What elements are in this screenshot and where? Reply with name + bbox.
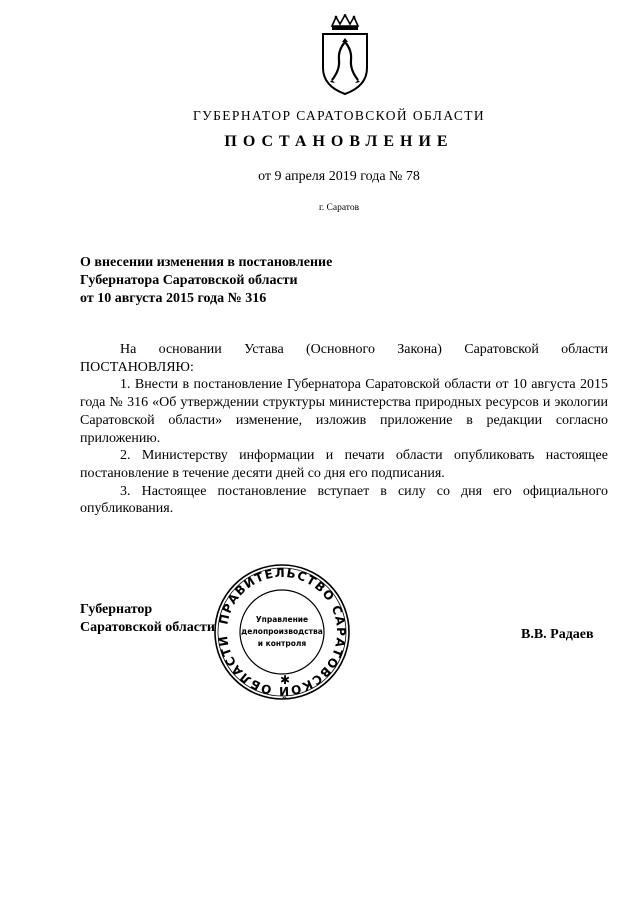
- subject-line: О внесении изменения в постановление: [80, 255, 333, 270]
- body-paragraph: На основании Устава (Основного Закона) Саратовской области ПОСТАНОВЛЯЮ:: [80, 342, 608, 375]
- subject-line: Губернатора Саратовской области: [80, 273, 298, 288]
- body-paragraph: 2. Министерству информации и печати области опубликовать настоящее постановление в течение десяти дней со дня его подписания.: [80, 448, 608, 481]
- seal-inner-line: делопроизводства: [241, 627, 323, 636]
- saratov-coat-of-arms-icon: [318, 14, 372, 96]
- signer-position: [80, 601, 215, 637]
- document-type-title: ПОСТАНОВЛЕНИЕ: [224, 133, 454, 150]
- body-paragraph: 1. Внести в постановление Губернатора Саратовской области от 10 августа 2015 года № 316 «Об утверждении структуры министерства природных ресурсов и экологии Саратовской области» изменение, изложив приложение в редакции согласно приложению.: [80, 377, 608, 446]
- seal-inner-line: и контроля: [257, 639, 307, 648]
- document-subject: [80, 254, 410, 308]
- signer-position-line: Губернатор: [80, 602, 153, 617]
- seal-star-icon: ✱: [279, 673, 291, 687]
- signer-name: В.В. Радаев: [521, 627, 594, 642]
- subject-line: от 10 августа 2015 года № 316: [80, 291, 267, 306]
- document-city: г. Саратов: [318, 203, 360, 213]
- issuing-authority: ГУБЕРНАТОР САРАТОВСКОЙ ОБЛАСТИ: [192, 108, 486, 123]
- document-body: [80, 341, 608, 518]
- seal-outer-text: ПРАВИТЕЛЬСТВО САРАТОВСКОЙ ОБЛАСТИ: [215, 565, 349, 699]
- official-seal: [212, 562, 352, 702]
- signer-position-line: Саратовской области: [80, 620, 215, 635]
- document-date-number: от 9 апреля 2019 года № 78: [258, 169, 420, 184]
- seal-inner-line: Управление: [255, 615, 309, 624]
- body-paragraph: 3. Настоящее постановление вступает в силу со дня его официального опубликования.: [80, 483, 608, 517]
